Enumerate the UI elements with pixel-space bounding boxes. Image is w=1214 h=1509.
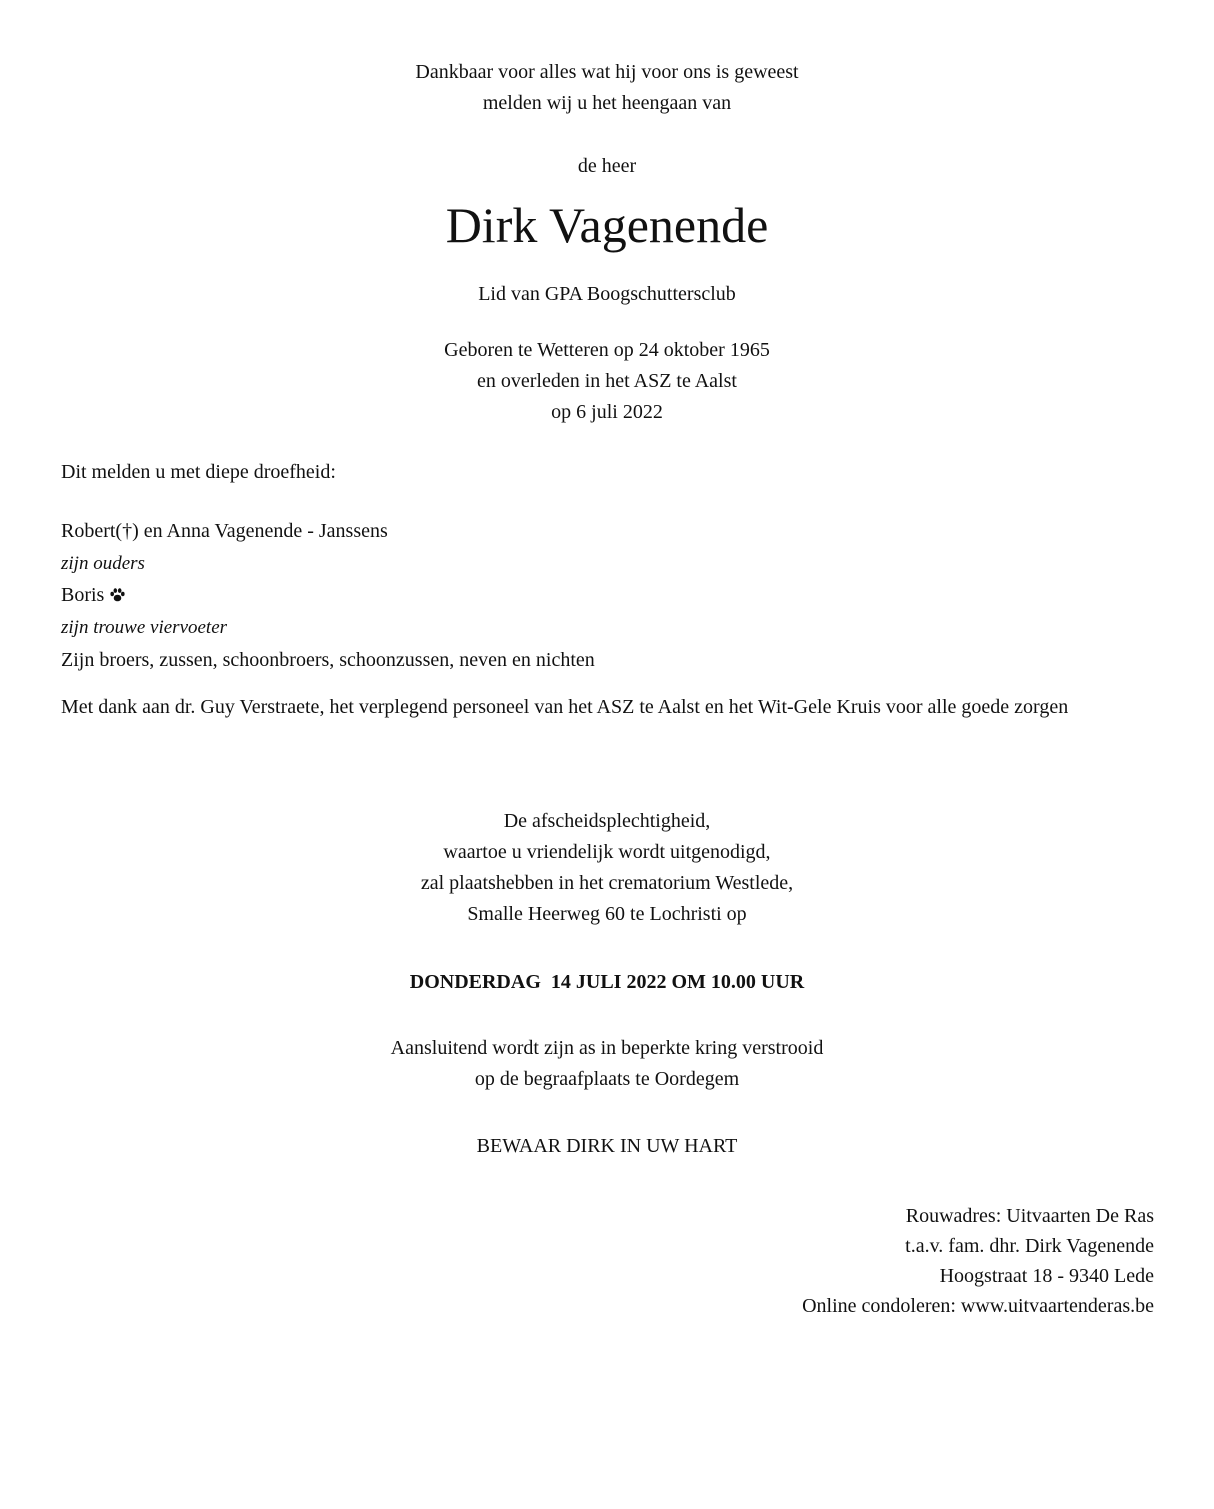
honorific: de heer	[577, 155, 637, 177]
parents-role: zijn ouders	[61, 553, 145, 574]
pet-line	[61, 580, 125, 612]
ceremony-date: DONDERDAG 14 JULI 2022 OM 10.00 UUR	[409, 971, 805, 993]
thanks-line: Met dank aan dr. Guy Verstraete, het verplegend personeel van het ASZ te Aalst en het Wit-Gele Kruis voor alle goede zorgen	[61, 696, 1069, 718]
ceremony-line-1: De afscheidsplechtigheid,	[503, 810, 711, 832]
paw-icon	[110, 581, 125, 612]
ashes-line-1: Aansluitend wordt zijn as in beperkte kring verstrooid	[390, 1037, 824, 1059]
mourners-intro: Dit melden u met diepe droefheid:	[61, 461, 336, 483]
birth-line: Geboren te Wetteren op 24 oktober 1965	[444, 339, 770, 361]
pet-name: Boris	[61, 584, 105, 606]
address-line-4: Online condoleren: www.uitvaartenderas.be	[802, 1295, 1154, 1317]
ashes-line-2: op de begraafplaats te Oordegem	[474, 1068, 740, 1090]
address-line-1: Rouwadres: Uitvaarten De Ras	[905, 1205, 1154, 1227]
address-line-3: Hoogstraat 18 - 9340 Lede	[939, 1265, 1154, 1287]
family-line: Zijn broers, zussen, schoonbroers, schoonzussen, neven en nichten	[61, 649, 595, 671]
parents-line: Robert(†) en Anna Vagenende - Janssens	[61, 520, 388, 542]
ceremony-line-2: waartoe u vriendelijk wordt uitgenodigd,	[443, 841, 771, 863]
address-line-2: t.a.v. fam. dhr. Dirk Vagenende	[905, 1235, 1154, 1257]
ceremony-line-4: Smalle Heerweg 60 te Lochristi op	[467, 903, 747, 925]
intro-line-2: melden wij u het heengaan van	[482, 92, 732, 114]
ceremony-line-3: zal plaatshebben in het crematorium Westlede,	[420, 872, 794, 894]
membership: Lid van GPA Boogschuttersclub	[478, 283, 736, 305]
deceased-name: Dirk Vagenende	[445, 197, 769, 253]
pet-role: zijn trouwe viervoeter	[61, 617, 228, 638]
closing-line: BEWAAR DIRK IN UW HART	[476, 1135, 738, 1157]
death-line: en overleden in het ASZ te Aalst	[477, 370, 737, 392]
death-date: op 6 juli 2022	[551, 401, 663, 423]
intro-line-1: Dankbaar voor alles wat hij voor ons is geweest	[415, 61, 799, 83]
